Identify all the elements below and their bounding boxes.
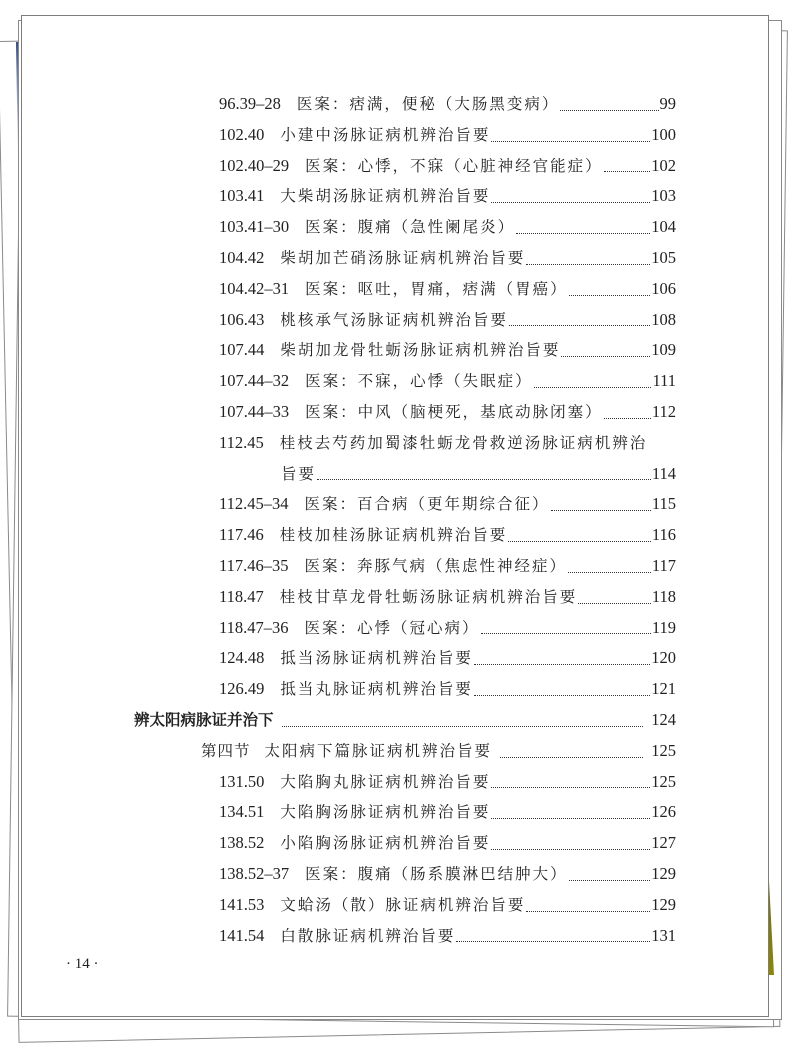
entry-page: 104: [651, 217, 676, 237]
leader-dots: [474, 664, 650, 665]
entry-number: 131.50: [219, 771, 265, 791]
entry-number: 141.54: [219, 925, 265, 945]
toc-entry[interactable]: [22, 797, 676, 828]
entry-page: 99: [659, 94, 676, 113]
entry-page: 116: [651, 525, 676, 545]
toc-entry[interactable]: [22, 736, 676, 767]
entry-number: 107.44–32: [219, 371, 290, 391]
toc-entry[interactable]: [22, 397, 676, 428]
entry-page: 109: [651, 340, 676, 360]
toc-entry[interactable]: [22, 828, 676, 859]
leader-dots: [500, 757, 643, 758]
toc-entry[interactable]: [22, 921, 676, 952]
table-of-contents: [22, 89, 768, 951]
entry-title: 辨太阳病脉证并治下: [134, 710, 274, 729]
toc-entry[interactable]: [22, 582, 676, 613]
entry-number: 102.40–29: [219, 155, 290, 175]
entry-title: 抵当丸脉证病机辨治旨要: [280, 680, 473, 699]
leader-dots: [569, 880, 651, 881]
leader-dots: [561, 356, 650, 357]
entry-title: 医案：中风（脑梗死，基底动脉闭塞）: [305, 402, 603, 421]
entry-title: 太阳病下篇脉证病机辨治旨要: [264, 741, 493, 760]
leader-dots: [317, 479, 651, 480]
toc-entry[interactable]: [22, 613, 676, 644]
toc-entry[interactable]: [22, 335, 676, 366]
entry-page: 125: [651, 771, 676, 791]
entry-page: 100: [651, 124, 676, 144]
toc-entry[interactable]: [22, 551, 676, 582]
entry-title: 医案：不寐，心悸（失眠症）: [305, 372, 533, 391]
leader-dots: [516, 233, 650, 234]
entry-title: 柴胡加芒硝汤脉证病机辨治旨要: [280, 248, 526, 267]
toc-entry[interactable]: [22, 705, 676, 736]
entry-title-continued: 旨要: [281, 464, 317, 483]
toc-entry[interactable]: [22, 243, 676, 274]
entry-page: 103: [651, 186, 676, 206]
entry-title: 医案：呕吐，胃痛，痞满（胃癌）: [305, 279, 568, 298]
entry-title: 桃核承气汤脉证病机辨治旨要: [280, 310, 508, 329]
entry-title: 医案：心悸（冠心病）: [304, 618, 480, 637]
entry-title: 大陷胸丸脉证病机辨治旨要: [280, 772, 491, 791]
entry-title: 抵当汤脉证病机辨治旨要: [280, 649, 473, 668]
entry-number: 96.39–28: [219, 94, 281, 113]
entry-page: 129: [651, 863, 676, 883]
entry-title: 小陷胸汤脉证病机辨治旨要: [280, 834, 491, 853]
entry-title: 医案：腹痛（急性阑尾炎）: [305, 218, 516, 237]
entry-title: 白散脉证病机辨治旨要: [280, 926, 456, 945]
entry-number: 118.47–36: [219, 617, 289, 637]
entry-number: 141.53: [219, 894, 265, 914]
leader-dots: [526, 911, 650, 912]
leader-dots: [569, 295, 651, 296]
entry-page: 105: [651, 247, 676, 267]
leader-dots: [508, 541, 651, 542]
leader-dots: [481, 633, 651, 634]
toc-entry[interactable]: [22, 120, 676, 151]
toc-entry[interactable]: [22, 489, 676, 520]
leader-dots: [578, 603, 651, 604]
entry-page: 112: [651, 401, 676, 421]
entry-number: 106.43: [219, 309, 265, 329]
leader-dots: [491, 141, 650, 142]
leader-dots: [474, 695, 650, 696]
toc-entry[interactable]: [22, 89, 676, 120]
entry-number: 104.42–31: [219, 278, 290, 298]
leader-dots: [491, 787, 650, 788]
entry-title: 医案：心悸，不寐（心脏神经官能症）: [305, 156, 603, 175]
leader-dots: [604, 418, 651, 419]
entry-page: 120: [651, 648, 676, 668]
leader-dots: [551, 510, 651, 511]
toc-entry[interactable]: [22, 366, 676, 397]
entry-number: 104.42: [219, 247, 265, 267]
leader-dots: [282, 726, 644, 727]
entry-title: 医案：奔豚气病（焦虑性神经症）: [304, 556, 568, 575]
entry-number: 112.45–34: [219, 494, 289, 514]
toc-entry[interactable]: [22, 643, 676, 674]
entry-title: 文蛤汤（散）脉证病机辨治旨要: [280, 895, 526, 914]
toc-entry[interactable]: [22, 520, 676, 551]
entry-title: 大陷胸汤脉证病机辨治旨要: [280, 803, 491, 822]
leader-dots: [491, 818, 650, 819]
toc-entry[interactable]: [22, 151, 676, 182]
entry-page: 117: [651, 555, 676, 575]
entry-page: 106: [651, 278, 676, 298]
entry-page: 102: [651, 155, 676, 175]
entry-page: 115: [651, 494, 676, 514]
entry-title: 小建中汤脉证病机辨治旨要: [280, 125, 491, 144]
entry-number: 102.40: [219, 124, 265, 144]
entry-number: 107.44–33: [219, 401, 290, 421]
leader-dots: [456, 941, 650, 942]
entry-title: 柴胡加龙骨牡蛎汤脉证病机辨治旨要: [280, 341, 561, 360]
entry-page: 125: [651, 740, 676, 760]
entry-page: 118: [651, 586, 676, 606]
toc-entry[interactable]: [22, 305, 676, 336]
entry-number: 112.45: [219, 432, 264, 452]
entry-page: 111: [652, 371, 676, 391]
entry-number: 第四节: [201, 741, 251, 760]
entry-title: 桂枝甘草龙骨牡蛎汤脉证病机辨治旨要: [279, 587, 578, 606]
entry-number: 138.52–37: [219, 863, 290, 883]
entry-title: 大柴胡汤脉证病机辨治旨要: [280, 187, 491, 206]
leader-dots: [534, 387, 652, 388]
toc-entry[interactable]: [22, 859, 676, 890]
leader-dots: [560, 110, 658, 111]
leader-dots: [509, 325, 650, 326]
entry-page: 124: [651, 709, 676, 729]
entry-number: 117.46: [219, 525, 264, 545]
entry-page: 131: [651, 925, 676, 945]
toc-entry-continued[interactable]: [22, 459, 676, 490]
entry-number: 103.41: [219, 186, 265, 206]
entry-number: 117.46–35: [219, 555, 289, 575]
toc-entry[interactable]: [22, 181, 676, 212]
toc-entry[interactable]: [22, 890, 676, 921]
leader-dots: [491, 849, 650, 850]
entry-title: 桂枝去芍药加蜀漆牡蛎龙骨救逆汤脉证病机辨治: [279, 433, 648, 452]
entry-page: 108: [651, 309, 676, 329]
toc-entry[interactable]: [22, 674, 676, 705]
toc-page: [21, 15, 769, 1017]
entry-page: 114: [651, 463, 676, 483]
toc-entry[interactable]: [22, 212, 676, 243]
leader-dots: [526, 264, 650, 265]
entry-number: 118.47: [219, 586, 264, 606]
entry-page: 119: [651, 617, 676, 637]
entry-title: 医案：腹痛（肠系膜淋巴结肿大）: [305, 864, 568, 883]
toc-entry[interactable]: [22, 274, 676, 305]
entry-number: 134.51: [219, 802, 265, 822]
entry-number: 126.49: [219, 679, 265, 699]
entry-page: 127: [651, 833, 676, 853]
entry-number: 107.44: [219, 340, 265, 360]
leader-dots: [568, 572, 651, 573]
page-number: · 14 ·: [66, 956, 99, 972]
entry-number: 103.41–30: [219, 217, 290, 237]
entry-page: 121: [651, 679, 676, 699]
entry-title: 桂枝加桂汤脉证病机辨治旨要: [279, 526, 508, 545]
entry-page: 129: [651, 894, 676, 914]
leader-dots: [491, 202, 650, 203]
toc-entry[interactable]: [22, 767, 676, 798]
leader-dots: [604, 171, 651, 172]
entry-title: 医案：痞满，便秘（大肠黑变病）: [296, 95, 560, 113]
entry-page: 126: [651, 802, 676, 822]
entry-number: 124.48: [219, 648, 265, 668]
entry-number: 138.52: [219, 833, 265, 853]
toc-entry[interactable]: [22, 428, 676, 459]
entry-title: 医案：百合病（更年期综合征）: [304, 495, 550, 514]
